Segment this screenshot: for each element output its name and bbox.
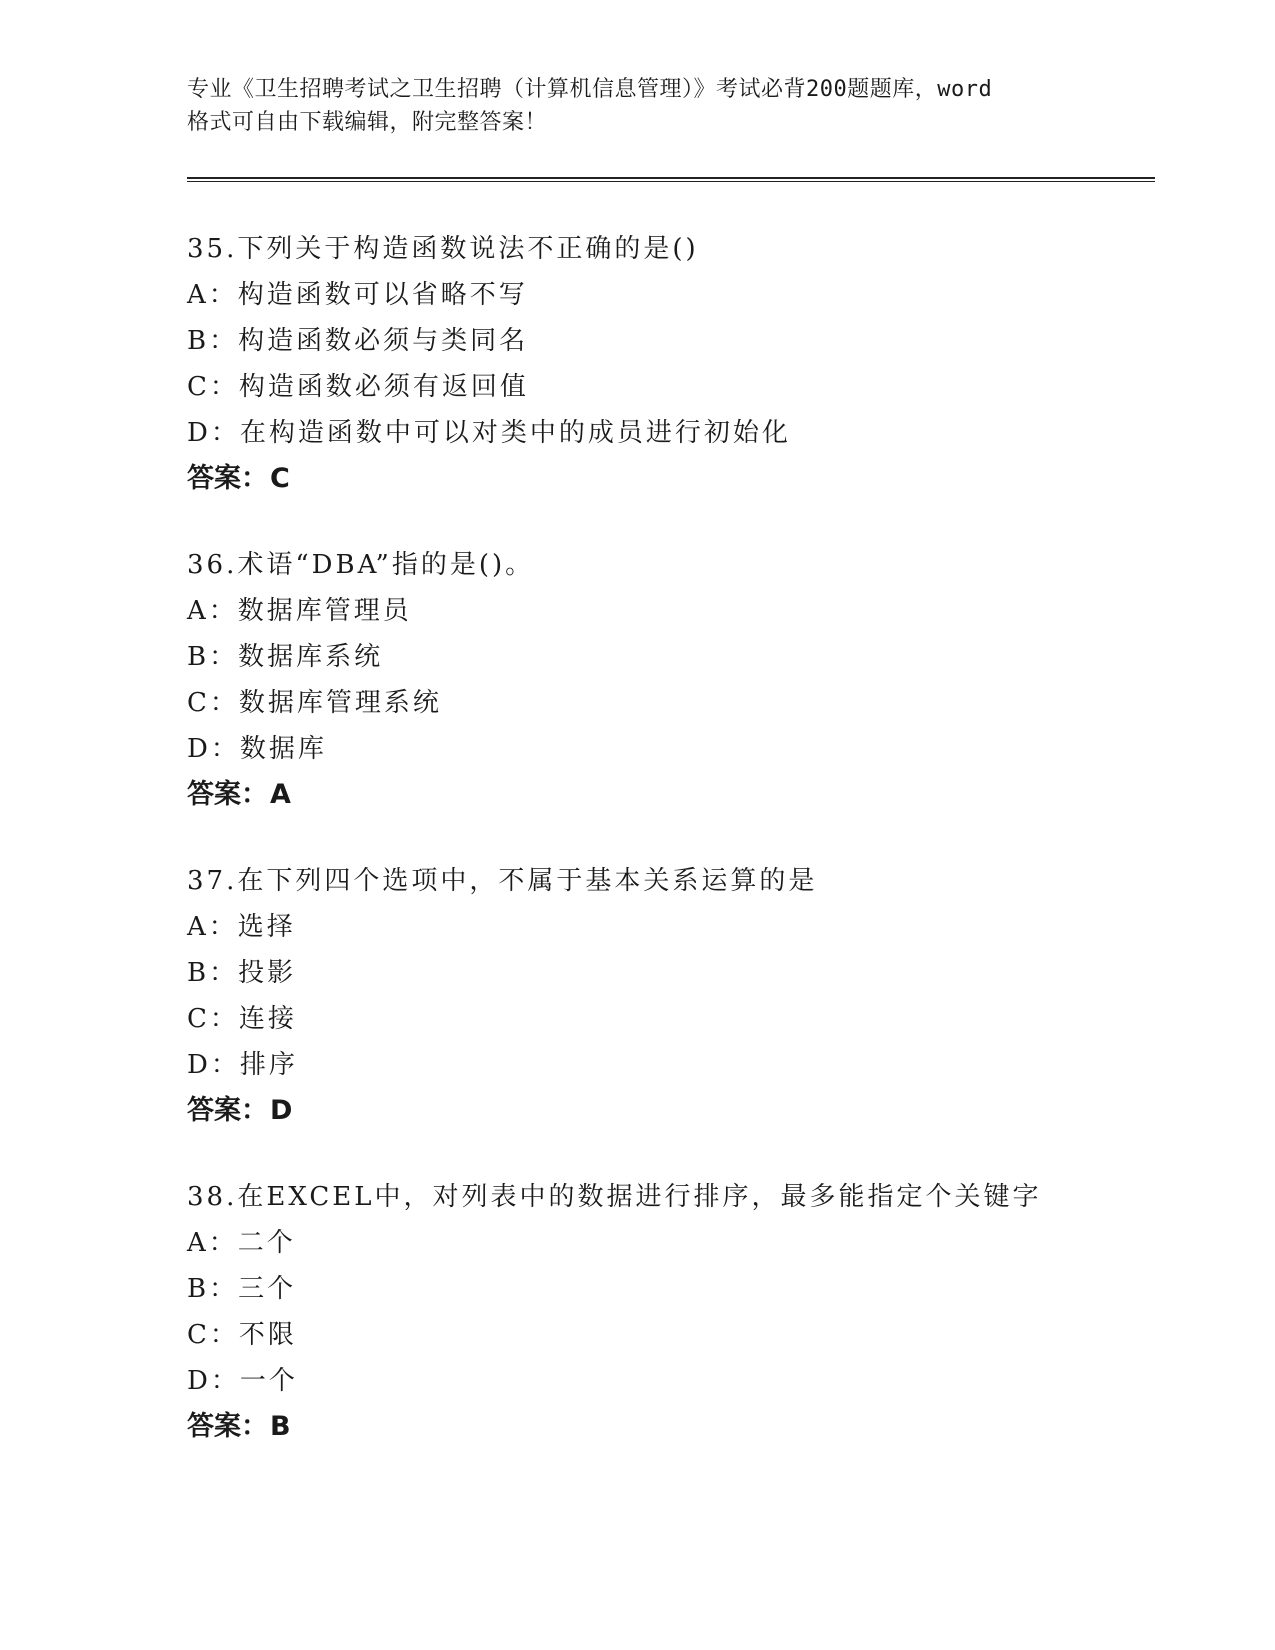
option-a: A：选择 <box>187 912 296 942</box>
question-38 <box>187 1174 1187 1450</box>
option-c: C：数据库管理系统 <box>187 688 442 718</box>
question-35 <box>187 226 1187 502</box>
option-b: B：数据库系统 <box>187 642 384 672</box>
header-line-1: 专业《卫生招聘考试之卫生招聘（计算机信息管理）》考试必背200题题库，word <box>187 77 993 102</box>
option-b: B：构造函数必须与类同名 <box>187 326 529 356</box>
option-a: A：数据库管理员 <box>187 596 412 626</box>
answer-line <box>187 1088 1187 1134</box>
answer-value: D <box>270 1095 293 1126</box>
answer-label: 答案： <box>187 1095 268 1126</box>
option-b: B：投影 <box>187 958 297 988</box>
option-a: A：二个 <box>187 1228 296 1258</box>
answer-label: 答案： <box>187 779 268 810</box>
question-title: 35.下列关于构造函数说法不正确的是() <box>187 234 699 264</box>
question-37 <box>187 858 1187 1134</box>
option-c: C：不限 <box>187 1320 297 1350</box>
question-title: 37.在下列四个选项中，不属于基本关系运算的是 <box>187 866 818 896</box>
answer-value: C <box>270 463 290 494</box>
option-b: B：三个 <box>187 1274 297 1304</box>
header-line-2: 格式可自由下载编辑，附完整答案！ <box>187 110 548 135</box>
answer-line <box>187 1404 1187 1450</box>
question-36 <box>187 542 1187 818</box>
option-c: C：构造函数必须有返回值 <box>187 372 529 402</box>
option-d: D：排序 <box>187 1050 298 1080</box>
option-d: D：在构造函数中可以对类中的成员进行初始化 <box>187 418 791 448</box>
option-c: C：连接 <box>187 1004 297 1034</box>
header-divider <box>187 177 1155 182</box>
option-a: A：构造函数可以省略不写 <box>187 280 528 310</box>
option-d: D：数据库 <box>187 734 327 764</box>
question-title: 36.术语“DBA”指的是()。 <box>187 550 535 580</box>
answer-value: A <box>270 779 291 810</box>
option-d: D：一个 <box>187 1366 298 1396</box>
answer-line <box>187 772 1187 818</box>
document-header <box>187 73 1087 139</box>
question-title: 38.在EXCEL中，对列表中的数据进行排序，最多能指定个关键字 <box>187 1182 1042 1212</box>
answer-label: 答案： <box>187 463 268 494</box>
answer-label: 答案： <box>187 1411 268 1442</box>
answer-value: B <box>270 1411 291 1442</box>
answer-line <box>187 456 1187 502</box>
